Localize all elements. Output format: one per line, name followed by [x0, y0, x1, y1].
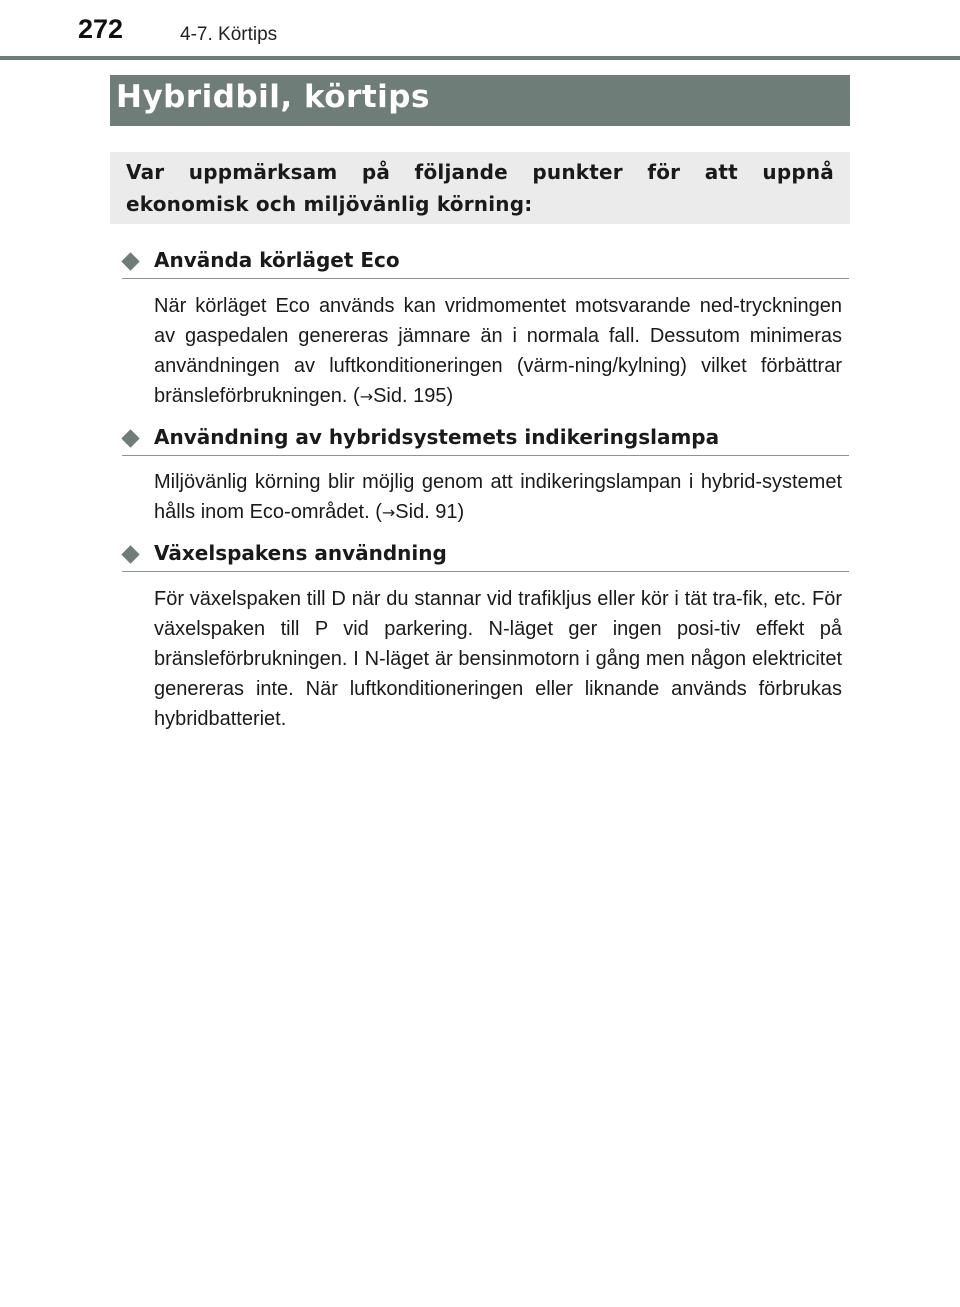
- page-reference-link[interactable]: Sid. 91: [395, 501, 458, 523]
- arrow-right-icon: →: [381, 503, 396, 522]
- body-text-end: ): [457, 501, 465, 523]
- body-text: När körläget Eco används kan vridmomentet motsvarande ned-tryckningen av gaspedalen genereras jämnare än i normala fall. Dessutom minimeras användningen av luftkonditioneringen (värm-ning/kylning) vilket förbättrar bränsleförbrukningen. (: [154, 295, 842, 407]
- section-heading-eco: [122, 248, 849, 279]
- section-label: 4-7. Körtips: [180, 24, 278, 45]
- section-heading-indicator: [122, 425, 849, 456]
- page-number: 272: [78, 14, 124, 44]
- section-body-indicator: [154, 467, 842, 528]
- body-text: För växelspaken till D när du stannar vid trafikljus eller kör i tät tra-fik, etc. För växelspaken till P vid parkering. N-läget ger ingen posi-tiv effekt på bränsleförbrukningen. I N-läget är bensinmotorn i gång men någon elektricitet genereras inte. När luftkonditioneringen eller liknande används förbrukas hybridbatteriet.: [154, 588, 842, 730]
- arrow-right-icon: →: [359, 387, 374, 406]
- header-rule: [0, 56, 960, 60]
- body-text-end: ): [446, 385, 454, 407]
- page-title: Hybridbil, körtips: [116, 79, 430, 115]
- diamond-bullet-icon: [121, 545, 139, 563]
- page-reference-link[interactable]: Sid. 195: [373, 385, 447, 407]
- section-body-gear: [154, 584, 842, 734]
- section-heading-gear: [122, 541, 849, 572]
- section-body-eco: [154, 291, 842, 412]
- section-heading-text: Användning av hybridsystemets indikeringslampa: [154, 425, 720, 449]
- diamond-bullet-icon: [121, 252, 139, 270]
- section-heading-text: Växelspakens användning: [154, 541, 447, 565]
- page-header: [0, 0, 960, 60]
- intro-text: Var uppmärksam på följande punkter för att uppnå ekonomisk och miljövänlig körning:: [126, 160, 834, 216]
- diamond-bullet-icon: [121, 429, 139, 447]
- section-heading-text: Använda körläget Eco: [154, 248, 400, 272]
- body-text: Miljövänlig körning blir möjlig genom att indikeringslampan i hybrid-systemet hålls inom Eco-området. (: [154, 471, 842, 523]
